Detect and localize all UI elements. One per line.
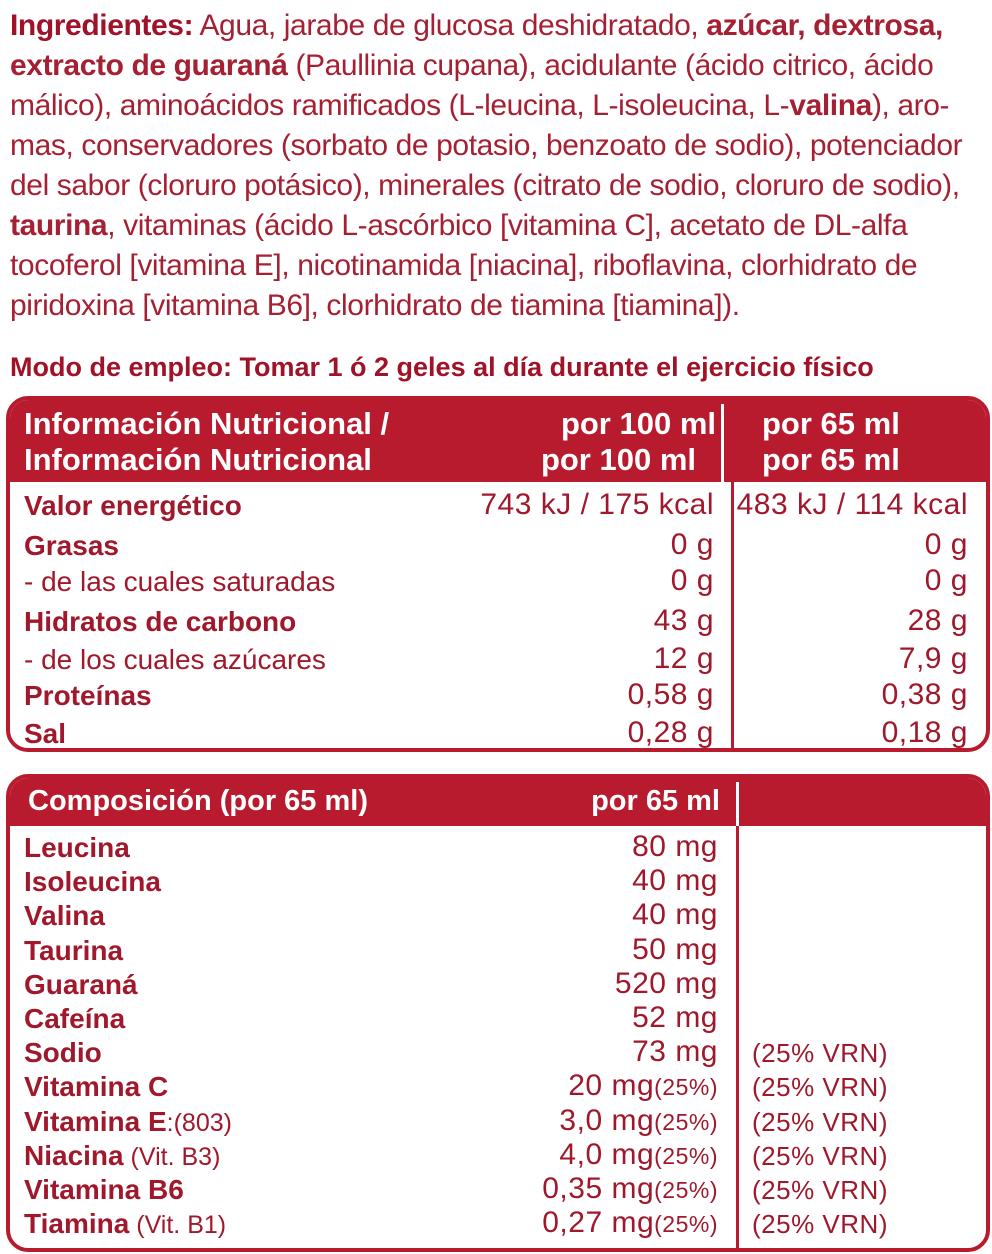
composition-row-label	[24, 935, 123, 967]
composition-row-label	[24, 1174, 184, 1206]
ingredients-segment: taurina	[10, 209, 108, 242]
nutrition-header-label-2: Información Nutricional	[24, 442, 372, 477]
composition-row-label	[24, 1140, 220, 1172]
composition-row-name: Isoleucina	[24, 866, 161, 898]
composition-row-label	[24, 832, 130, 864]
nutrition-row-label: - de las cuales saturadas	[24, 566, 336, 597]
composition-row-vrn: (25% VRN)	[752, 1038, 888, 1069]
composition-row	[10, 832, 986, 866]
composition-row-vrn: (25% VRN)	[752, 1175, 888, 1205]
nutrition-row-per100: 43 g	[653, 604, 714, 637]
nutrition-row-per100: 12 g	[653, 642, 714, 675]
composition-row-vrn: (25% VRN)	[752, 1106, 888, 1137]
ingredients-title: Ingredientes:	[10, 9, 194, 42]
nutrition-row	[10, 566, 986, 602]
composition-row-value-group	[632, 933, 718, 967]
composition-table	[6, 774, 990, 1252]
composition-row	[10, 1208, 986, 1242]
composition-row	[10, 1003, 986, 1037]
nutrition-row-per100: 0,58 g	[627, 678, 714, 711]
composition-row-sub: (Vit. B3)	[123, 1142, 221, 1171]
ingredients-segment: valina	[789, 89, 872, 122]
nutrition-row-per65: 7,9 g	[898, 642, 968, 675]
composition-row-name: Taurina	[24, 934, 124, 966]
composition-row-value-group	[542, 1206, 718, 1240]
composition-row-value-group	[632, 898, 718, 932]
composition-row-label	[24, 969, 138, 1001]
composition-row-name: Cafeína	[24, 1003, 126, 1034]
composition-row	[10, 1037, 986, 1071]
nutrition-row-label: - de los cuales azúcares	[24, 644, 326, 675]
composition-row-value: 0,27 mg	[542, 1206, 655, 1240]
composition-row-value-group	[615, 967, 718, 1001]
composition-row-value: 0,35 mg	[542, 1172, 655, 1205]
nutrition-row-per65: 0 g	[924, 528, 968, 561]
composition-row-name: Sodio	[24, 1037, 102, 1069]
nutrition-row-per65: 0,38 g	[881, 678, 968, 711]
composition-row-value: 50 mg	[632, 932, 718, 966]
ingredients-segment: , vitaminas (ácido L-ascórbico [vitamina C], acetato de DL-alfa tocoferol [vitamina E], nicotinamida [niacina], riboflavina, clorhidrato de piridoxina [vitamina B6], clorhidrato de tiamina [tiamina]).	[10, 209, 918, 322]
nutrition-row-per100: 0 g	[670, 564, 714, 597]
composition-row-value: 520 mg	[614, 966, 718, 1000]
composition-row-label	[24, 1208, 226, 1240]
composition-row-value: 3,0 mg	[559, 1103, 655, 1137]
nutrition-row	[10, 606, 986, 642]
nutrition-row-per100: 0,28 g	[627, 716, 714, 749]
nutrition-row	[10, 490, 986, 526]
composition-row-value-group	[632, 1001, 718, 1035]
composition-row	[10, 900, 986, 934]
composition-row-name: Vitamina C	[24, 1071, 169, 1103]
nutrition-row	[10, 718, 986, 752]
composition-row-vrn: (25% VRN)	[752, 1209, 888, 1240]
composition-row-value: 52 mg	[632, 1001, 718, 1034]
composition-row-value-group	[632, 1035, 718, 1069]
ingredients-text	[10, 6, 982, 326]
composition-row-value: 4,0 mg	[559, 1137, 655, 1171]
nutrition-row-label: Proteínas	[24, 680, 152, 711]
nutrition-row-per100: 0 g	[670, 528, 714, 561]
header-divider	[736, 782, 739, 826]
composition-row-sub: (Vit. B1)	[129, 1211, 227, 1240]
composition-row-value-group	[632, 864, 718, 898]
composition-row-label	[24, 1071, 168, 1103]
nutrition-row-per65: 0,18 g	[881, 716, 968, 749]
composition-row-label	[24, 1037, 102, 1069]
nutrition-header-per65-1: por 65 ml	[762, 406, 900, 441]
ingredients-segment: Agua, jarabe de glucosa deshidratado,	[193, 9, 707, 42]
nutrition-row-per65: 0 g	[924, 564, 968, 597]
composition-row-pct: (25%)	[654, 1177, 718, 1203]
composition-row-pct: (25%)	[654, 1108, 718, 1135]
composition-row-value: 40 mg	[632, 864, 718, 898]
nutrition-table	[6, 396, 990, 752]
header-divider	[721, 404, 724, 482]
ingredients-segment: (Paullinia cupana), acidulante (ácido citrico, ácido málico), aminoácidos ramificados (L-leucina, L-isoleucina, L-	[10, 49, 934, 122]
nutrition-row-label: Sal	[24, 718, 67, 749]
composition-row-label	[24, 900, 105, 932]
nutrition-row-label: Valor energético	[24, 490, 242, 521]
ingredients-segment: ), aro-mas, conservadores (sorbato de potasio, benzoato de sodio), potenciador del sabor (cloruro potásico), minerales (citrato de sodio, cloruro de sodio),	[10, 89, 963, 202]
ingredients-segment: azúcar, dextrosa, extracto de guaraná	[10, 9, 943, 82]
nutrition-header-label-1: Información Nutricional /	[24, 406, 390, 441]
nutrition-row-per65: 483 kJ / 114 kcal	[736, 488, 968, 521]
composition-row-name: Niacina	[24, 1139, 124, 1171]
nutrition-row	[10, 680, 986, 716]
composition-row-pct: (25%)	[654, 1142, 718, 1169]
composition-row-value: 80 mg	[632, 830, 718, 863]
composition-row-label	[24, 1003, 125, 1035]
nutrition-row-label: Grasas	[24, 530, 119, 561]
composition-row-value: 20 mg	[568, 1069, 655, 1103]
nutrition-row	[10, 644, 986, 680]
composition-row-name: Tiamina	[24, 1208, 130, 1240]
composition-row-label	[24, 1106, 232, 1138]
nutrition-row	[10, 530, 986, 566]
composition-row-sub: :(803)	[166, 1108, 232, 1137]
usage-instructions: Modo de empleo: Tomar 1 ó 2 geles al día durante el ejercicio físico	[10, 352, 874, 382]
nutrition-table-header	[10, 400, 986, 482]
composition-row-value: 73 mg	[632, 1035, 718, 1069]
composition-row-pct: (25%)	[654, 1074, 718, 1101]
nutrition-header-per100-1: por 100 ml	[560, 406, 716, 441]
composition-row-value-group	[559, 1104, 718, 1138]
composition-header-label: Composición (por 65 ml)	[28, 785, 368, 817]
composition-row	[10, 1174, 986, 1208]
composition-row-name: Vitamina E	[24, 1105, 167, 1137]
composition-row-value-group	[632, 830, 718, 864]
nutrition-row-per100: 743 kJ / 175 kcal	[480, 488, 714, 521]
composition-row	[10, 866, 986, 900]
composition-table-header	[10, 778, 986, 826]
composition-row-name: Vitamina B6	[24, 1174, 184, 1205]
composition-row-name: Valina	[24, 900, 105, 932]
composition-row-vrn: (25% VRN)	[752, 1140, 888, 1171]
composition-row-label	[24, 866, 161, 898]
composition-row-pct: (25%)	[654, 1211, 718, 1238]
nutrition-row-label: Hidratos de carbono	[24, 606, 297, 637]
composition-row	[10, 1137, 986, 1174]
composition-row	[10, 932, 986, 969]
composition-row-name: Guaraná	[24, 968, 138, 1000]
composition-row-name: Leucina	[24, 832, 130, 863]
nutrition-header-per65-2: por 65 ml	[762, 442, 900, 477]
composition-row-value-group	[542, 1172, 718, 1206]
composition-row	[10, 966, 986, 1003]
composition-header-col: por 65 ml	[591, 785, 720, 817]
composition-row-value-group	[559, 1138, 718, 1172]
composition-row-vrn: (25% VRN)	[752, 1072, 888, 1103]
composition-row	[10, 1071, 986, 1105]
composition-row-value: 40 mg	[632, 898, 718, 932]
composition-row	[10, 1103, 986, 1140]
composition-row-value-group	[568, 1069, 718, 1103]
nutrition-row-per65: 28 g	[907, 604, 968, 637]
nutrition-header-per100-2: por 100 ml	[540, 442, 696, 477]
